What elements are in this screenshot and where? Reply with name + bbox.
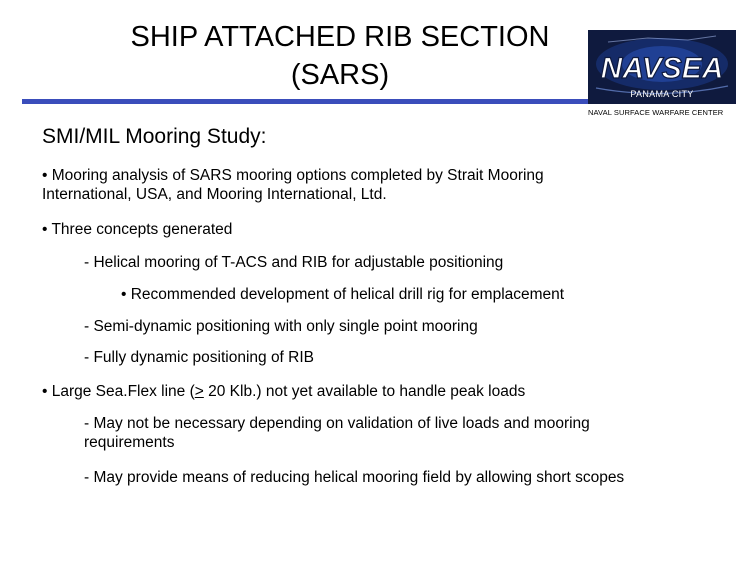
sub-bullet-short-scopes: - May provide means of reducing helical mooring field by allowing short scopes [84,469,625,486]
slide-title-line2: (SARS) [290,59,390,91]
slide-title-line1: SHIP ATTACHED RIB SECTION [130,21,550,53]
navsea-wordmark: NAVSEA [600,52,724,85]
bullet-seaflex-gt: > [194,383,204,400]
sub-bullet-fully-dynamic: - Fully dynamic positioning of RIB [84,349,315,366]
sub-bullet-live-loads-line2: requirements [84,434,175,451]
navsea-logo [588,30,736,104]
bullet-seaflex-suffix: 20 Klb.) not yet available to handle peak loads [203,383,526,400]
bullet-seaflex-line [42,382,525,401]
logo-city-text: PANAMA CITY [630,89,694,99]
bullet-three-concepts: • Three concepts generated [42,221,233,238]
logo-caption: NAVAL SURFACE WARFARE CENTER [588,108,724,117]
sub-bullet-live-loads [84,414,590,452]
section-heading: SMI/MIL Mooring Study: [42,125,267,148]
sub-sub-bullet-helical-drill-rig: • Recommended development of helical drill rig for emplacement [121,286,565,303]
slide-title [60,18,620,94]
title-underline-bar [22,99,588,104]
sub-bullet-semi-dynamic: - Semi-dynamic positioning with only single point mooring [84,318,478,335]
bullet-mooring-analysis [42,166,544,204]
bullet-mooring-analysis-line2: International, USA, and Mooring International, Ltd. [42,186,387,203]
bullet-mooring-analysis-line1: • Mooring analysis of SARS mooring options completed by Strait Mooring [42,167,544,184]
bullet-seaflex-prefix: • Large Sea.Flex line ( [42,383,195,400]
sub-bullet-helical-mooring: - Helical mooring of T-ACS and RIB for adjustable positioning [84,254,504,271]
sub-bullet-live-loads-line1: - May not be necessary depending on validation of live loads and mooring [84,415,590,432]
